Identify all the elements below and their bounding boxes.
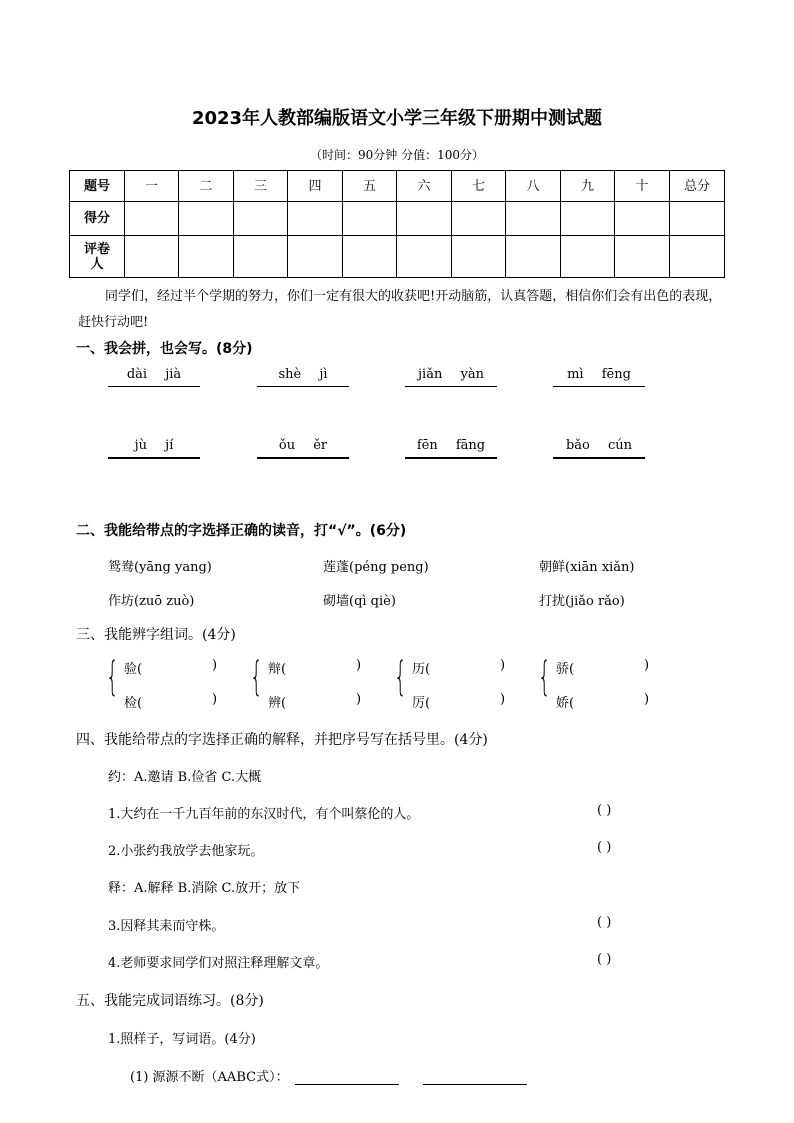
pinyin-text: shè jì	[278, 367, 328, 382]
char-pair-top: 验(	[124, 662, 143, 677]
reading-choice[interactable]: 打扰(jiǎo rǎo)	[539, 594, 625, 609]
pinyin-blank[interactable]	[553, 366, 645, 387]
reading-choice[interactable]: 朝鲜(xiān xiǎn)	[539, 560, 635, 575]
close-paren: )	[356, 658, 362, 673]
grader-cell[interactable]	[343, 236, 397, 278]
header-cell: 总分	[670, 171, 725, 202]
score-cell[interactable]	[397, 202, 452, 236]
row-label: 得分	[70, 202, 125, 236]
pinyin-text: jù jí	[134, 438, 174, 453]
header-cell: 五	[343, 171, 397, 202]
score-cell[interactable]	[179, 202, 234, 236]
char-pair-top: 辩(	[268, 662, 287, 677]
sentence: 2.小张约我放学去他家玩。	[108, 844, 264, 859]
answer-paren[interactable]: ( )	[597, 840, 612, 855]
brace-icon: {	[106, 654, 119, 700]
exercise-prompt: (1) 源源不断（AABC式）：	[130, 1070, 289, 1085]
section2-heading: 二、我能给带点的字选择正确的读音，打“√”。(6分)	[76, 523, 407, 539]
answer-blank[interactable]	[295, 1070, 399, 1085]
sentence: 3.因释其耒而守株。	[108, 919, 225, 934]
brace-icon: {	[394, 654, 407, 700]
section3-heading: 三、我能辨字组词。(4分)	[76, 627, 236, 643]
score-cell[interactable]	[615, 202, 670, 236]
intro-paragraph: 同学们，经过半个学期的努力，你们一定有很大的收获吧!开动脑筋，认真答题，相信你们会有出色的表现，赶快行动吧!	[78, 289, 722, 330]
header-cell: 题号	[70, 171, 125, 202]
reading-choice[interactable]: 莲蓬(péng peng)	[323, 560, 429, 575]
header-cell: 二	[179, 171, 234, 202]
section5-heading: 五、我能完成词语练习。(8分)	[76, 993, 264, 1009]
brace-icon: {	[538, 654, 551, 700]
answer-paren[interactable]: ( )	[597, 803, 612, 818]
close-paren: )	[212, 658, 218, 673]
definition-options: 释：A.解释 B.消除 C.放开；放下	[108, 881, 301, 896]
reading-choice[interactable]: 砌墙(qì qiè)	[323, 594, 396, 609]
sentence: 4.老师要求同学们对照注释理解文章。	[108, 956, 329, 971]
page-title: 2023年人教部编版语文小学三年级下册期中测试题	[191, 108, 603, 129]
char-pair-bottom: 检(	[124, 696, 143, 711]
table-row	[70, 236, 725, 278]
answer-paren[interactable]: ( )	[597, 952, 612, 967]
score-cell[interactable]	[670, 202, 725, 236]
score-cell[interactable]	[234, 202, 288, 236]
exam-time-score: （时间：90分钟 分值：100分）	[310, 148, 484, 162]
pinyin-blank[interactable]	[405, 437, 497, 459]
close-paren: )	[500, 692, 506, 707]
pinyin-text: bǎo cún	[565, 438, 633, 453]
close-paren: )	[212, 692, 218, 707]
table-row	[70, 202, 725, 236]
score-cell[interactable]	[343, 202, 397, 236]
header-cell: 六	[397, 171, 452, 202]
close-paren: )	[500, 658, 506, 673]
grader-cell[interactable]	[506, 236, 561, 278]
grader-cell[interactable]	[452, 236, 506, 278]
section1-heading: 一、我会拼，也会写。(8分)	[76, 341, 253, 357]
word-exercise-line	[130, 1066, 527, 1085]
grader-cell[interactable]	[670, 236, 725, 278]
grader-cell[interactable]	[561, 236, 615, 278]
score-cell[interactable]	[452, 202, 506, 236]
score-table	[69, 170, 725, 278]
pinyin-blank[interactable]	[108, 437, 200, 459]
char-pair-bottom: 辨(	[268, 696, 287, 711]
pinyin-text: ǒu ěr	[278, 438, 328, 453]
char-pair-bottom: 厉(	[412, 696, 431, 711]
pinyin-blank[interactable]	[257, 366, 349, 387]
score-cell[interactable]	[288, 202, 343, 236]
grader-cell[interactable]	[288, 236, 343, 278]
reading-choice[interactable]: 作坊(zuō zuò)	[108, 594, 195, 609]
subsection-title: 1.照样子，写词语。(4分)	[108, 1032, 256, 1047]
char-pair-bottom: 娇(	[556, 696, 575, 711]
header-cell: 四	[288, 171, 343, 202]
close-paren: )	[644, 658, 650, 673]
close-paren: )	[356, 692, 362, 707]
sentence: 1.大约在一千九百年前的东汉时代，有个叫蔡伦的人。	[108, 807, 420, 822]
answer-blank[interactable]	[423, 1070, 527, 1085]
grader-cell[interactable]	[125, 236, 179, 278]
answer-paren[interactable]: ( )	[597, 915, 612, 930]
grader-cell[interactable]	[397, 236, 452, 278]
pinyin-blank[interactable]	[108, 366, 200, 387]
definition-options: 约：A.邀请 B.俭省 C.大概	[108, 770, 262, 785]
close-paren: )	[644, 692, 650, 707]
header-cell: 三	[234, 171, 288, 202]
pinyin-text: mì fēng	[567, 367, 631, 382]
pinyin-blank[interactable]	[405, 366, 497, 387]
table-row	[70, 171, 725, 202]
section4-heading: 四、我能给带点的字选择正确的解释，并把序号写在括号里。(4分)	[76, 732, 488, 748]
brace-icon: {	[250, 654, 263, 700]
pinyin-blank[interactable]	[257, 437, 349, 459]
header-cell: 一	[125, 171, 179, 202]
header-cell: 九	[561, 171, 615, 202]
reading-choice[interactable]: 鸳鸯(yāng yang)	[108, 560, 212, 575]
score-cell[interactable]	[506, 202, 561, 236]
pinyin-blank[interactable]	[553, 437, 645, 459]
row-label: 评卷人	[70, 236, 125, 278]
score-cell[interactable]	[561, 202, 615, 236]
grader-cell[interactable]	[179, 236, 234, 278]
pinyin-text: jiǎn yàn	[418, 367, 484, 382]
header-cell: 八	[506, 171, 561, 202]
pinyin-text: dài jià	[126, 367, 182, 382]
grader-cell[interactable]	[234, 236, 288, 278]
grader-cell[interactable]	[615, 236, 670, 278]
header-cell: 七	[452, 171, 506, 202]
char-pair-top: 骄(	[556, 662, 575, 677]
pinyin-text: fēn fāng	[416, 438, 486, 453]
score-cell[interactable]	[125, 202, 179, 236]
header-cell: 十	[615, 171, 670, 202]
char-pair-top: 历(	[412, 662, 431, 677]
